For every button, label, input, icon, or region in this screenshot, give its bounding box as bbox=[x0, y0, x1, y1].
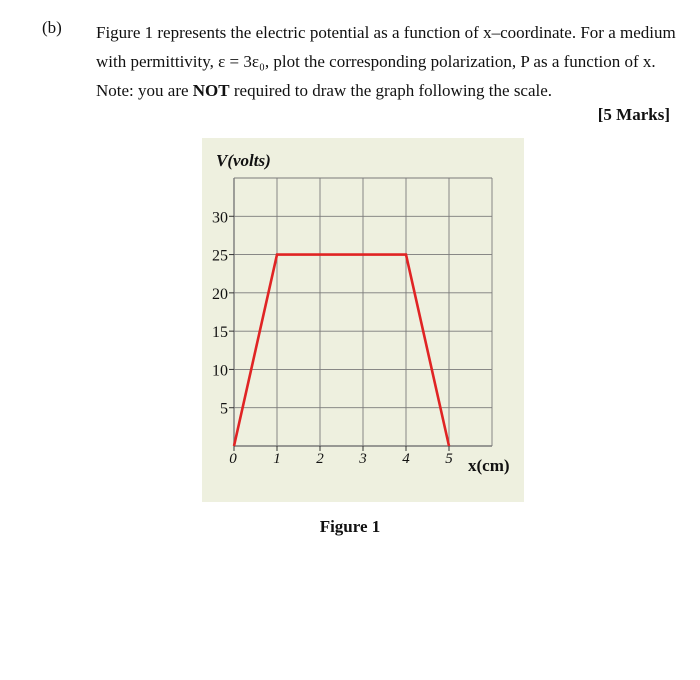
series-lines bbox=[234, 255, 449, 446]
note-emphasis: NOT bbox=[192, 81, 230, 100]
y-tick-label-5: 5 bbox=[220, 400, 228, 418]
grid-lines bbox=[234, 178, 492, 446]
x-axis-label: x(cm) bbox=[468, 456, 510, 475]
x-tick-label-0: 0 bbox=[229, 451, 237, 467]
marks-label: [5 Marks] bbox=[597, 105, 670, 124]
x-tick-label-5: 5 bbox=[445, 451, 453, 467]
x-tick-label-4: 4 bbox=[402, 451, 410, 467]
series-line-0 bbox=[234, 255, 449, 446]
part-label: (b) bbox=[42, 18, 62, 37]
x-tick-label-1: 1 bbox=[273, 451, 281, 467]
question-line-1: Figure 1 represents the electric potential as a function of x–coordinate. For a medium bbox=[96, 23, 676, 42]
question-line-2: with permittivity, ε = 3ε₀, plot the corresponding polarization, P as a function of x. bbox=[96, 52, 656, 71]
y-tick-label-25: 25 bbox=[212, 247, 228, 265]
y-tick-label-30: 30 bbox=[212, 209, 228, 227]
figure-caption: Figure 1 bbox=[319, 517, 381, 536]
question-note bbox=[96, 76, 680, 105]
y-tick-label-20: 20 bbox=[212, 285, 228, 303]
question-text bbox=[96, 18, 680, 105]
tick-labels bbox=[212, 209, 453, 467]
y-tick-label-15: 15 bbox=[212, 324, 228, 342]
y-axis-label: V(volts) bbox=[216, 151, 271, 170]
figure-panel bbox=[202, 138, 524, 502]
note-prefix: Note: you are bbox=[96, 81, 193, 100]
note-suffix: required to draw the graph following the scale. bbox=[229, 81, 553, 100]
potential-chart bbox=[202, 138, 524, 502]
tick-marks bbox=[229, 216, 449, 451]
y-tick-label-10: 10 bbox=[212, 362, 228, 380]
x-tick-label-3: 3 bbox=[359, 451, 367, 467]
x-tick-label-2: 2 bbox=[316, 451, 324, 467]
